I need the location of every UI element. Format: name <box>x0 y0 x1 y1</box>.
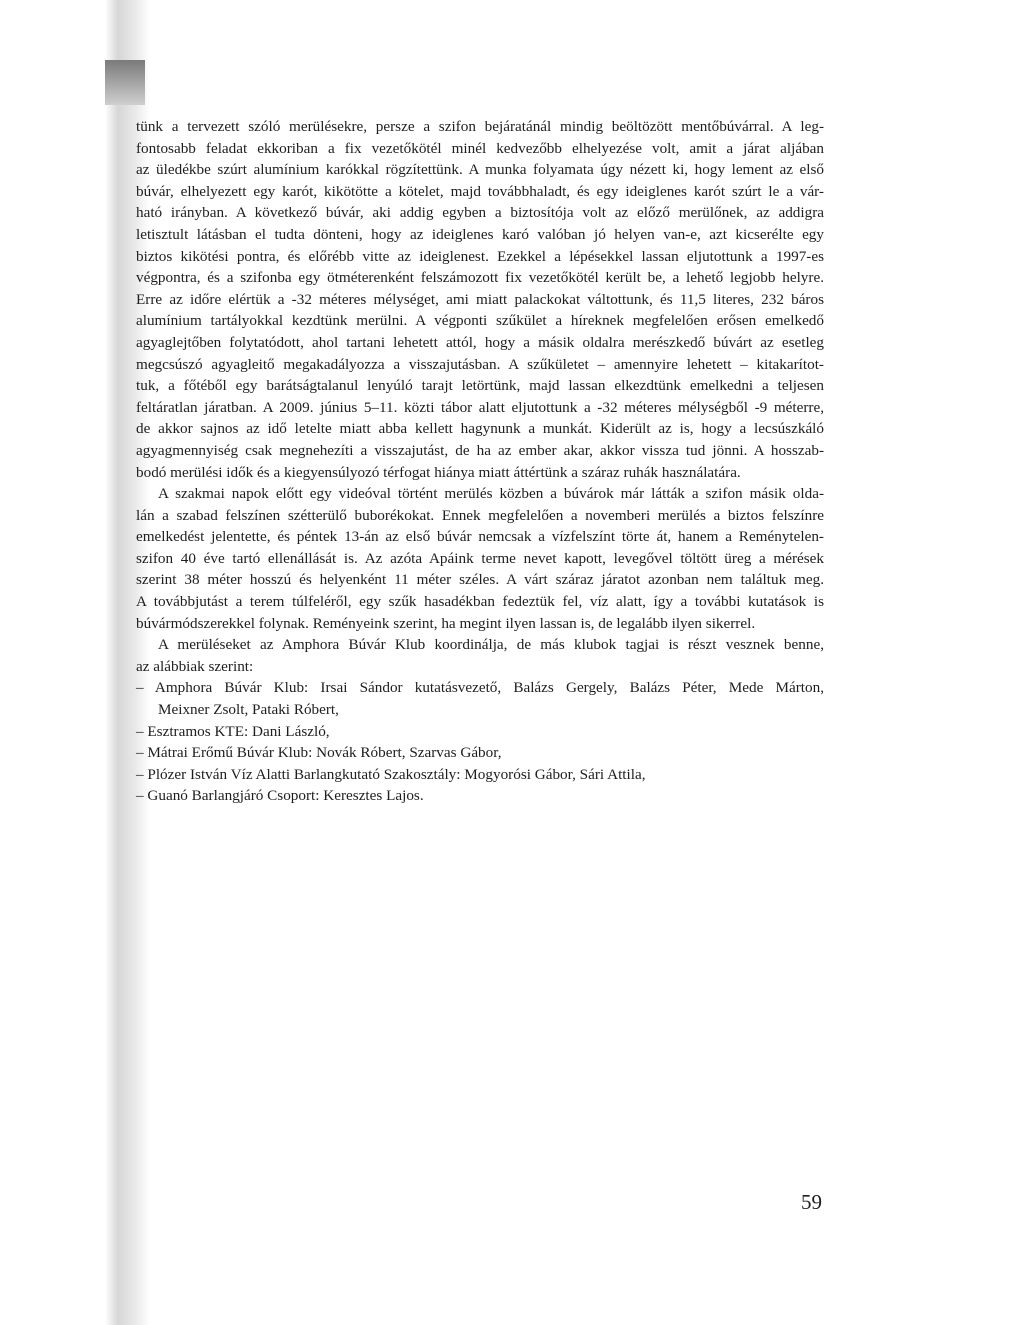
list-item: – Amphora Búvár Klub: Irsai Sándor kutatásvezető, Balázs Gergely, Balázs Péter, Mede Márton, <box>136 679 824 697</box>
list-item-continuation: Meixner Zsolt, Pataki Róbert, <box>158 701 339 719</box>
text-line: de akkor sajnos az idő letelte miatt abba kellett hagynunk a munkát. Kiderült az is, hogy a lecsúszkáló <box>136 420 824 438</box>
text-line: az alábbiak szerint: <box>136 657 254 675</box>
text-line: biztos kikötési pontra, és előrébb vitte az ideiglenest. Ezekkel a lépésekkel lassan eljutottunk a 1997-es <box>136 247 824 265</box>
member-list <box>136 677 824 807</box>
text-line: tünk a tervezett szóló merülésekre, persze a szifon bejáratánál mindig beöltözött mentőbúvárral. A leg- <box>136 118 824 135</box>
paragraph-1 <box>136 116 824 483</box>
text-line: szerint 38 méter hosszú és helyenként 11 méter széles. A várt száraz járatot azonban nem találtuk meg. <box>136 571 824 589</box>
page-number: 59 <box>801 1190 822 1214</box>
text-line: Erre az időre elértük a -32 méteres mélységet, ami miatt palackokat váltottunk, és 11,5 literes, 232 báros <box>136 290 824 308</box>
text-line: A továbbjutást a terem túlfeléről, egy szűk hasadékban fedeztük fel, víz alatt, így a további kutatások is <box>136 593 824 611</box>
text-line: A szakmai napok előtt egy videóval történt merülés közben a búvárok már látták a szifon másik olda- <box>158 485 824 503</box>
list-item: – Plózer István Víz Alatti Barlangkutató Szakosztály: Mogyorósi Gábor, Sári Attila, <box>136 765 646 783</box>
text-line: feltáratlan járatban. A 2009. június 5–11. közti tábor alatt eljutottunk a -32 méteres mélységből -9 méterre, <box>136 398 824 416</box>
text-line: szifon 40 éve tartó ellenállását is. Az azóta Apáink terme nevet kapott, levegővel töltött üreg a mérések <box>136 549 824 567</box>
text-line: emelkedést jelentette, és péntek 13-án az első búvár nemcsak a vízfelszínt törte át, hanem a Reménytelen- <box>136 528 824 546</box>
paragraph-2 <box>136 483 824 634</box>
text-line: letisztult látásban el tudta dönteni, hogy az ideiglenes karó valóban jó helyen van-e, azt kicserélte egy <box>136 225 824 243</box>
list-item: – Mátrai Erőmű Búvár Klub: Novák Róbert, Szarvas Gábor, <box>136 744 502 762</box>
paragraph-3 <box>136 634 824 677</box>
text-line: tuk, a főtéből egy barátságtalanul lenyúló tarajt letörtünk, majd lassan elkezdtünk emelkedni a teljesen <box>136 377 824 395</box>
text-line: agyagmennyiség csak megnehezíti a visszajutást, de ha az ember akar, akkor vissza tud jönni. A hosszab- <box>136 441 824 459</box>
text-line: búvármódszerekkel folynak. Reményeink szerint, ha megint ilyen lassan is, de legalább ilyen sikerrel. <box>136 614 756 632</box>
text-line: A merüléseket az Amphora Búvár Klub koordinálja, de más klubok tagjai is részt vesznek benne, <box>158 636 824 654</box>
text-line: fontosabb feladat ekkoriban a fix vezetőkötél minél kedvezőbb elhelyezése volt, amit a járat aljában <box>136 139 824 157</box>
page-spine-shadow <box>0 0 150 1325</box>
body-text <box>136 116 824 807</box>
text-line: búvár, elhelyezett egy karót, kikötötte a kötelet, majd továbbhaladt, és egy ideiglenes karót szúrt le a vár- <box>136 182 824 200</box>
text-line: megcsúszó agyagleitő megakadályozza a visszajutásban. A szűkületet – amennyire lehetett – kitakarítot- <box>136 355 824 373</box>
list-item: – Guanó Barlangjáró Csoport: Keresztes Lajos. <box>136 787 424 805</box>
text-line: agyaglejtőben folytatódott, ahol tartani lehetett attól, hogy a másik oldalra merészkedő búvárt az esetleg <box>136 333 824 351</box>
text-line: ható irányban. A következő búvár, aki addig egyben a biztosítója volt az előző merülőnek, az addigra <box>136 204 824 222</box>
list-item: – Esztramos KTE: Dani László, <box>136 722 330 740</box>
text-line: az üledékbe szúrt alumínium karókkal rögzítettünk. A munka folyamata úgy nézett ki, hogy lement az első <box>136 161 824 179</box>
text-line: végpontra, és a szifonba egy ötméterenként felszámozott fix vezetőkötél került be, a lehető legjobb helyre. <box>136 269 824 287</box>
text-line: alumínium tartályokkal kezdtünk merülni. A végponti szűkület a híreknek megfelelően erősen emelkedő <box>136 312 824 330</box>
text-line: bodó merülési idők és a kiegyensúlyozó térfogat hiánya miatt áttértünk a száraz ruhák használatára. <box>136 463 741 481</box>
text-line: lán a szabad felszínen szétterülő buborékokat. Ennek megfelelően a novemberi merülés a biztos felszínre <box>136 506 824 524</box>
scan-corner-mark <box>105 60 145 105</box>
